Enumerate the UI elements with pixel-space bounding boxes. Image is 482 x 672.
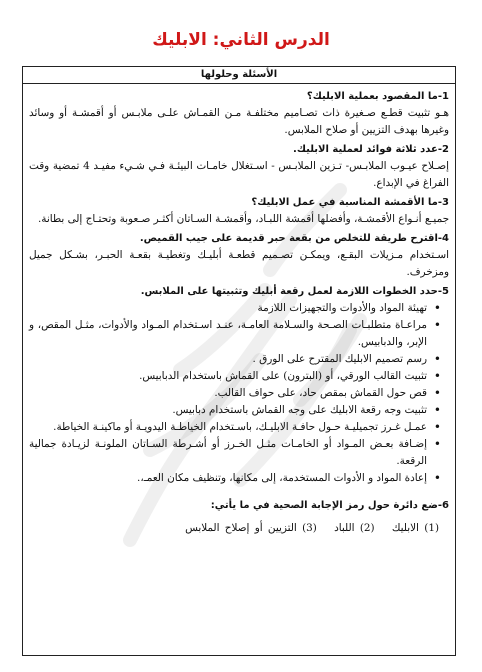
qa-content [23, 84, 455, 537]
page-title: الدرس الثاني: الابليك [152, 30, 330, 50]
choice-3[interactable]: (3) التزيين أو إصلاح الملابس [185, 522, 317, 534]
choice-1[interactable]: (1) الابليك [391, 522, 439, 534]
list-item: • تثبيت وجه رقعة الابليك على وجه القماش باستخدام دبابيس. [29, 402, 441, 419]
list-item: • إضـافة بعـض المـواد أو الخامـات مثـل الخـرز أو أشـرطة السـاتان الملونـة لزيـادة جمالية الرقعة. [29, 436, 441, 470]
answer-3: جميـع أنـواع الأقمشـة، وأفضلها أقمشة اللبـاد، وأقمشـة السـاتان أكثـر صـعوبة وتحتـاج إلى بطانة. [37, 213, 449, 225]
list-item: • تثبيت القالب الورقي، أو (البترون) على القماش باستخدام الدبابيس. [29, 368, 441, 385]
qa-box [22, 66, 456, 656]
choices-row [29, 520, 449, 537]
answer-1: هـو تثبيت قطـع صـغيرة ذات تصـاميم مختلفـة مـن القمـاش علـى ملابـس أو أقمشـة أو وسائد وغيرها بهدف التزيين أو صلاح الملابس. [29, 107, 449, 136]
question-4: 4-اقترح طريقة للتخلص من بقعة حبر قديمة على جيب القميص. [139, 233, 449, 244]
list-item: • قص حول القماش بمقص حاد، على حواف القالب. [29, 385, 441, 402]
list-item: • تهيئة المواد والأدوات والتجهيزات اللازمة [29, 300, 441, 317]
question-5: 5-حدد الخطوات اللازمة لعمل رقعة أبليك وتثبيتها على الملابس. [140, 286, 449, 297]
list-item: • عمـل غـرز تجميليـة حـول حافـة الابليـك، باسـتخدام الخياطـة اليدويـة أو ماكينـة الخياطة. [29, 419, 441, 436]
choice-2[interactable]: (2) اللباد [334, 522, 375, 534]
list-item: • رسم تصميم الابليك المقترح على الورق . [29, 351, 441, 368]
list-item: • إعادة المواد و الأدوات المستخدمة، إلى مكانها، وتنظيف مكان العمـ،. [29, 470, 441, 487]
question-3: 3-ما الأقمشة المناسبة في عمل الابليك؟ [251, 197, 449, 208]
answer-4: اسـتخدام مـزيلات البقـع، ويمكـن تصـميم قطعـة أبليـك وتغطيـة بقعـة الحبـر، بشـكل جميل ومزخرف. [29, 249, 449, 278]
question-2: 2-عدد ثلاثة فوائد لعملية الابليك. [293, 144, 449, 155]
qa-header: الأسئلة وحلولها [23, 67, 455, 84]
steps-list [29, 300, 449, 487]
answer-2: إصـلاح عيـوب الملابـس- تـزين الملابـس - اسـتغلال خامـات البيئـة فـي شـيء مفيـد 4 تمضية وقت الفراغ في الإبداع. [29, 160, 449, 189]
list-item: • مراعـاة متطلبـات الصـحة والسـلامة العامـة، عنـد اسـتخدام المـواد والأدوات، مثـل المقص، و الإبر، والدبابيس. [29, 317, 441, 351]
question-6: 6-ضع دائرة حول رمز الإجابة الصحية في ما يأتي: [210, 500, 449, 511]
question-1: 1-ما المقصود بعملية الابليك؟ [306, 91, 449, 102]
